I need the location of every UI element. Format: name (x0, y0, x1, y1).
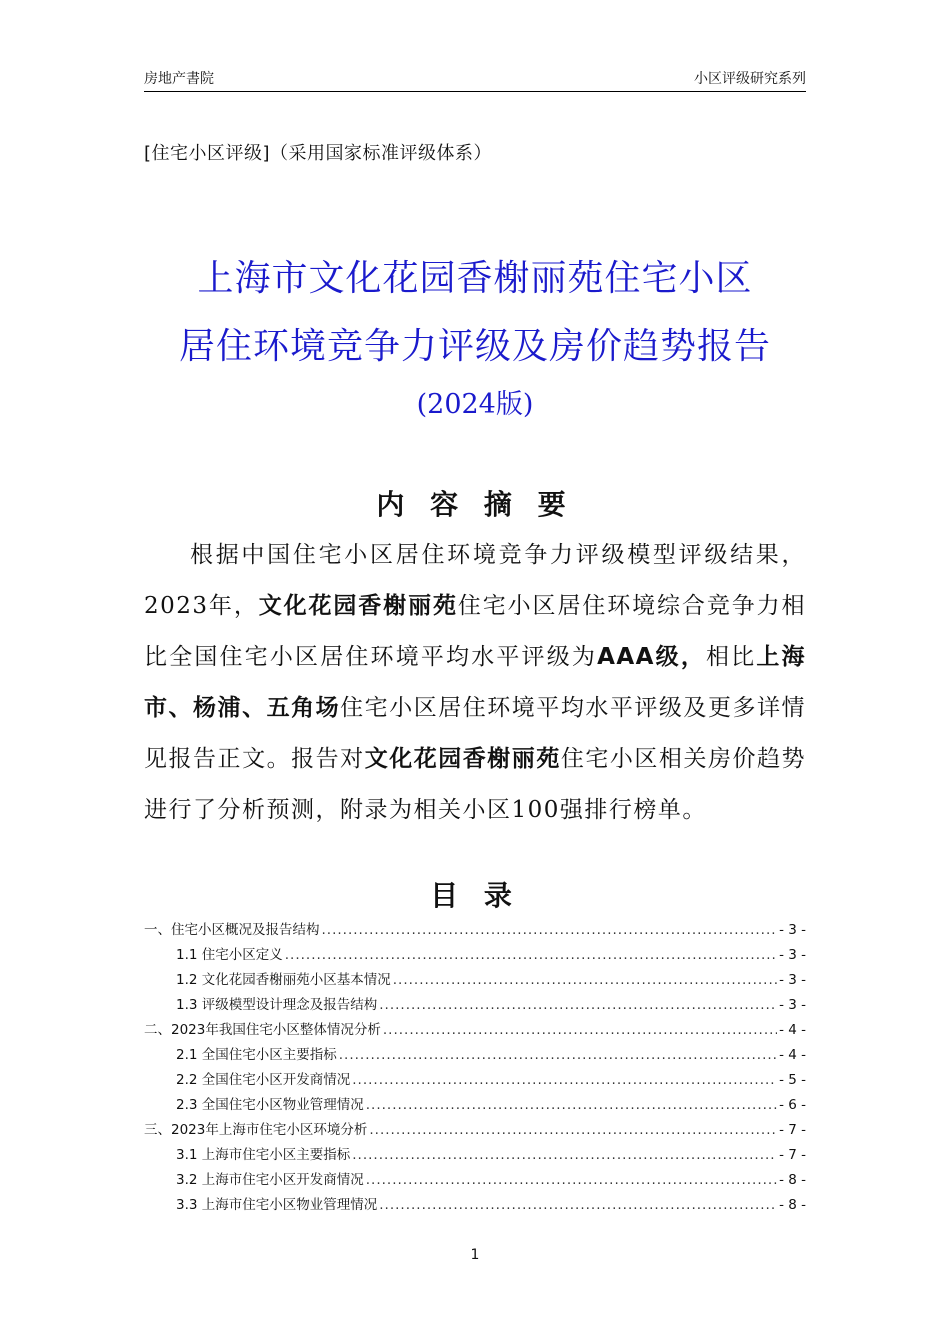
toc-item[interactable]: 三、2023年上海市住宅小区环境分析 ..... - 7 - (144, 1118, 806, 1143)
abstract-text: 根据中国住宅小区居住环境竞争力评级模型评级结果，2023年， (144, 542, 806, 619)
title-line-1: 上海市文化花园香榭丽苑住宅小区 (197, 258, 753, 299)
header-publisher: 房地产書院 (144, 71, 214, 87)
toc-item[interactable]: 3.3 上海市住宅小区物业管理情况 ..... - 8 - (144, 1193, 806, 1218)
abstract-highlight: 文化花园香榭丽苑 (258, 593, 458, 619)
toc-item[interactable]: 二、2023年我国住宅小区整体情况分析 ..... - 4 - (144, 1018, 806, 1043)
toc-item[interactable]: 3.1 上海市住宅小区主要指标 ..... - 7 - (144, 1143, 806, 1168)
abstract-highlight: AAA级， (597, 644, 706, 670)
header-series: 小区评级研究系列 (694, 71, 806, 87)
page-number: 1 (470, 1247, 480, 1263)
toc-item[interactable]: 3.2 上海市住宅小区开发商情况 ..... - 8 - (144, 1168, 806, 1193)
abstract-highlight: 上海市、杨浦、五角场 (144, 644, 807, 721)
abstract-text: 住宅小区居住环境综合竞争力相比全国住宅小区居住环境平均水平评级为 (144, 593, 806, 670)
toc-item[interactable]: 2.1 全国住宅小区主要指标 ..... - 4 - (144, 1043, 806, 1068)
toc-item[interactable]: 2.3 全国住宅小区物业管理情况 ..... - 6 - (144, 1093, 806, 1118)
abstract-heading: 内 容 摘 要 (376, 488, 574, 521)
toc-item[interactable]: 1.3 评级模型设计理念及报告结构 ..... - 3 - (144, 993, 806, 1018)
toc-item[interactable]: 1.2 文化花园香榭丽苑小区基本情况 ..... - 3 - (144, 968, 806, 993)
abstract-body (144, 530, 806, 836)
abstract-highlight: 文化花园香榭丽苑 (364, 746, 561, 772)
toc-item[interactable]: 1.1 住宅小区定义 ..... - 3 - (144, 943, 806, 968)
title-line-2: 居住环境竞争力评级及房价趋势报告 (178, 326, 771, 367)
report-category: [住宅小区评级]（采用国家标准评级体系） (144, 143, 493, 164)
abstract-text: 住宅小区居住环境平均水平评级及更多详情见报告正文。报告对 (144, 695, 807, 772)
abstract-text: 相比 (706, 644, 757, 670)
header-divider (144, 91, 806, 92)
abstract-text: 住宅小区相关房价趋势进行了分析预测，附录为相关小区100强排行榜单。 (144, 746, 807, 823)
table-of-contents (144, 918, 806, 1218)
toc-item[interactable]: 2.2 全国住宅小区开发商情况 ..... - 5 - (144, 1068, 806, 1093)
page-header (144, 66, 806, 90)
abstract-paragraph (144, 530, 806, 836)
title-edition: (2024版) (416, 389, 534, 420)
toc-item[interactable]: 一、住宅小区概况及报告结构 ..... - 3 - (144, 918, 806, 943)
toc-heading: 目 录 (430, 879, 520, 912)
